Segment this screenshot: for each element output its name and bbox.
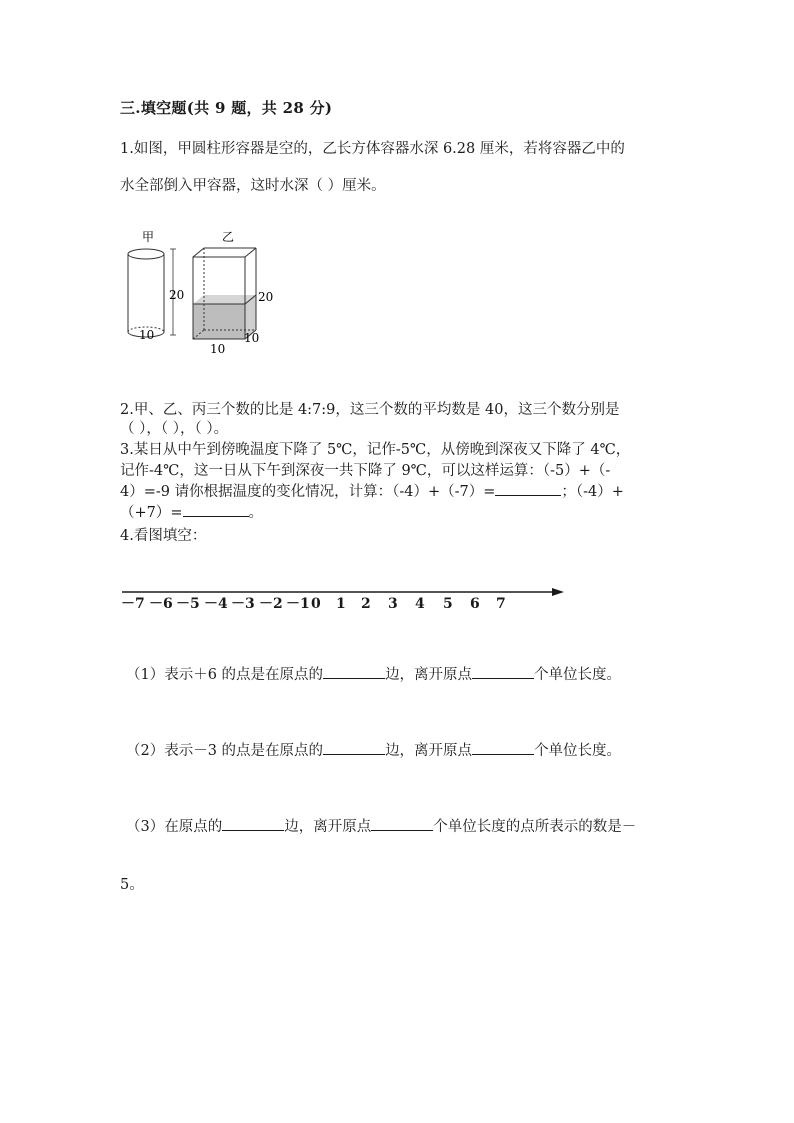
- question-2-line-1: 2.甲、乙、丙三个数的比是 4:7:9，这三个数的平均数是 40，这三个数分别是: [120, 402, 620, 418]
- number-line-tick-label: 3: [388, 596, 398, 612]
- answer-blank[interactable]: [323, 664, 385, 679]
- number-line-tick-label: 6: [470, 596, 480, 612]
- question-4-title: 4.看图填空：: [120, 528, 207, 544]
- answer-blank[interactable]: [323, 740, 385, 755]
- question-1-line-1: 1.如图，甲圆柱形容器是空的，乙长方体容器水深 6.28 厘米，若将容器乙中的: [120, 141, 625, 157]
- question-4-sub-1: [126, 663, 621, 684]
- number-line-tick-label: －6: [149, 596, 173, 612]
- answer-blank[interactable]: [472, 664, 534, 679]
- q3-line3-text: 4）=-9 请你根据温度的变化情况，计算：（-4）+（-7）=: [120, 484, 496, 500]
- number-line-tick-label: 5: [443, 596, 453, 612]
- question-4-sub-3: [126, 815, 636, 836]
- cylinder-height-label: 20: [169, 288, 185, 302]
- q4-sub2-end: 个单位长度。: [534, 743, 622, 759]
- question-3-line-2: 记作-4℃，这一日从下午到深夜一共下降了 9℃，可以这样运算：（-5）+（-: [120, 463, 611, 479]
- question-1-line-2: 水全部倒入甲容器，这时水深（ ）厘米。: [120, 178, 386, 194]
- q3-line4-text: （+7）=: [120, 505, 183, 521]
- q4-sub1-mid: 边，离开原点: [385, 667, 473, 683]
- number-line-tick-label: －4: [204, 596, 228, 612]
- number-line-tick-label: 0: [311, 596, 321, 612]
- question-2-line-2: （ ），（ ），（ ）。: [120, 421, 229, 437]
- box-yi: [193, 248, 256, 339]
- q4-sub3-end: 个单位长度的点所表示的数是－: [433, 819, 637, 835]
- question-3-line-4: [120, 501, 263, 522]
- question-3-line-3: [120, 480, 624, 501]
- box-height-label: 20: [258, 290, 274, 304]
- q4-sub2-text: （2）表示－3 的点是在原点的: [126, 743, 324, 759]
- number-line-tick-label: 2: [361, 596, 371, 612]
- number-line-tick-label: －7: [121, 596, 145, 612]
- answer-blank[interactable]: [222, 816, 284, 831]
- section-title: 三.填空题(共 9 题，共 28 分): [120, 99, 333, 117]
- cylinder-jia: [128, 249, 164, 337]
- cylinder-label: 甲: [142, 230, 155, 244]
- number-line-tick-label: 7: [496, 596, 506, 612]
- box-label: 乙: [222, 230, 235, 244]
- answer-blank[interactable]: [183, 502, 249, 517]
- answer-blank[interactable]: [371, 816, 433, 831]
- number-line: [118, 580, 568, 616]
- q4-sub3-mid: 边，离开原点: [284, 819, 372, 835]
- q4-sub2-mid: 边，离开原点: [385, 743, 473, 759]
- box-width-label: 10: [210, 342, 226, 356]
- box-depth-label: 10: [244, 331, 260, 345]
- q3-line4-end: 。: [248, 505, 264, 521]
- q4-sub3-text: （3）在原点的: [126, 819, 223, 835]
- q4-sub1-end: 个单位长度。: [534, 667, 622, 683]
- answer-blank[interactable]: [495, 481, 561, 496]
- number-line-tick-label: －5: [176, 596, 200, 612]
- question-3-line-1: 3.某日从中午到傍晚温度下降了 5℃，记作-5℃，从傍晚到深夜又下降了 4℃，: [120, 442, 631, 458]
- number-line-tick-label: －2: [259, 596, 283, 612]
- number-line-tick-label: 4: [415, 596, 425, 612]
- question-4-sub-2: [126, 739, 621, 760]
- cylinder-diameter-label: 10: [139, 328, 155, 342]
- container-figure: [118, 227, 288, 357]
- q3-line3-end: ；（-4）+: [561, 484, 624, 500]
- number-line-tick-label: －3: [231, 596, 255, 612]
- q4-sub1-text: （1）表示＋6 的点是在原点的: [126, 667, 324, 683]
- number-line-tick-label: 1: [336, 596, 346, 612]
- number-line-tick-label: －1: [286, 596, 310, 612]
- answer-blank[interactable]: [472, 740, 534, 755]
- question-4-sub-3-cont: 5。: [120, 877, 144, 893]
